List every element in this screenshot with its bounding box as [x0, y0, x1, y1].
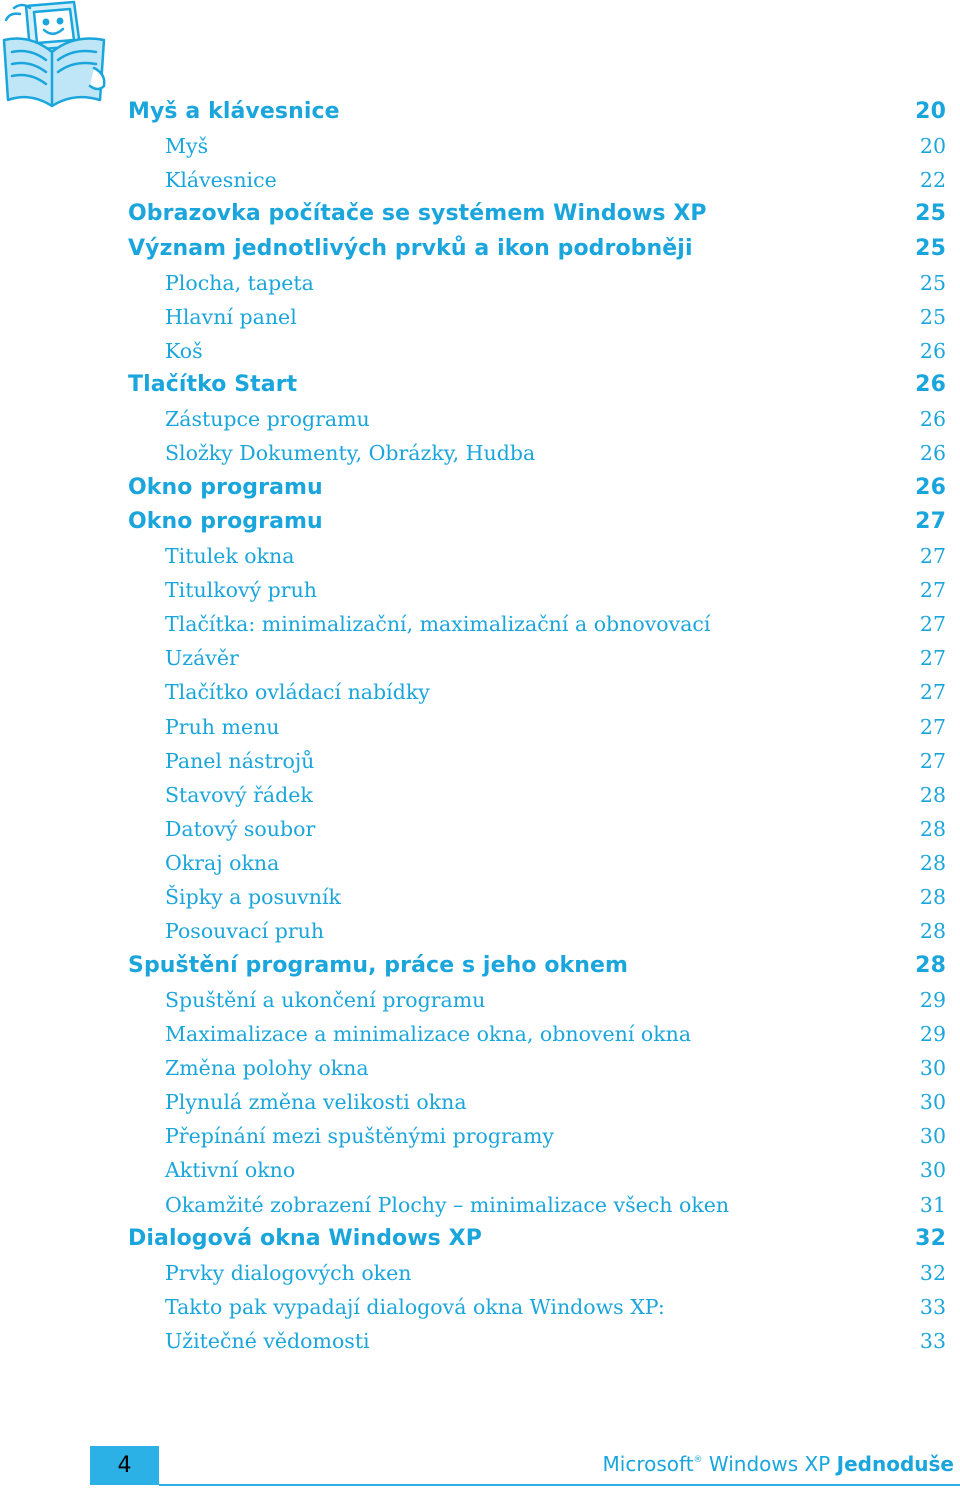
toc-entry-page: 27 — [919, 680, 946, 705]
toc-entry-title: Prvky dialogových oken — [165, 1260, 412, 1285]
toc-entry-page: 29 — [919, 987, 946, 1012]
toc-chapter-row — [0, 368, 960, 402]
footer-brand — [603, 1452, 954, 1476]
toc-entry-page: 27 — [915, 508, 946, 534]
toc-entry-title: Titulek okna — [165, 543, 295, 568]
brand-registered-mark: ® — [693, 1455, 703, 1465]
toc-entry-title: Hlavní panel — [165, 304, 297, 329]
toc-entry-page: 28 — [919, 816, 946, 841]
toc-entry-title: Aktivní okno — [165, 1158, 296, 1183]
toc-entry-page: 26 — [919, 407, 946, 432]
toc-section-row — [0, 641, 960, 675]
toc-entry-page: 25 — [919, 270, 946, 295]
toc-entry-title: Myš — [165, 134, 209, 159]
toc-entry-page: 27 — [919, 714, 946, 739]
toc-entry-page: 26 — [919, 441, 946, 466]
toc-entry-title: Zástupce programu — [165, 407, 370, 432]
toc-entry-page: 25 — [919, 304, 946, 329]
toc-entry-page: 33 — [919, 1329, 946, 1354]
toc-entry-title: Klávesnice — [165, 168, 277, 193]
toc-entry-title: Okno programu — [128, 508, 323, 534]
toc-entry-title: Význam jednotlivých prvků a ikon podrobněji — [128, 235, 693, 261]
toc-entry-title: Posouvací pruh — [165, 919, 325, 944]
toc-entry-title: Spuštění a ukončení programu — [165, 987, 486, 1012]
toc-section-row — [0, 1153, 960, 1187]
toc-entry-title: Maximalizace a minimalizace okna, obnovení okna — [165, 1021, 692, 1046]
toc-entry-title: Plynulá změna velikosti okna — [165, 1090, 467, 1115]
toc-entry-title: Okno programu — [128, 474, 323, 500]
toc-section-row — [0, 402, 960, 436]
toc-entry-title: Tlačítko Start — [128, 372, 298, 398]
toc-entry-page: 26 — [915, 372, 946, 398]
toc-entry-page: 31 — [919, 1192, 946, 1217]
toc-entry-page: 27 — [919, 612, 946, 637]
page-number: 4 — [117, 1453, 132, 1478]
toc-chapter-row — [0, 1222, 960, 1256]
toc-entry-title: Okraj okna — [165, 851, 280, 876]
toc-entry-title: Pruh menu — [165, 714, 280, 739]
toc-entry-page: 27 — [919, 748, 946, 773]
toc-entry-page: 26 — [915, 474, 946, 500]
toc-section-row — [0, 914, 960, 948]
toc-entry-title: Změna polohy okna — [165, 1055, 369, 1080]
toc-entry-title: Stavový řádek — [165, 782, 313, 807]
toc-entry-page: 20 — [915, 99, 946, 124]
toc-entry-title: Plocha, tapeta — [165, 270, 314, 295]
toc-entry-title: Koš — [165, 338, 203, 363]
toc-entry-page: 28 — [919, 782, 946, 807]
toc-entry-page: 32 — [919, 1260, 946, 1285]
toc-entry-page: 28 — [915, 952, 946, 978]
brand-series: Jednoduše — [836, 1452, 954, 1476]
toc-section-row — [0, 163, 960, 197]
toc-entry-title: Titulkový pruh — [165, 577, 317, 602]
brand-microsoft: Microsoft — [602, 1452, 694, 1476]
toc-entry-page: 27 — [919, 646, 946, 671]
toc-section-row — [0, 744, 960, 778]
toc-section-row — [0, 334, 960, 368]
toc-entry-page: 30 — [919, 1090, 946, 1115]
toc-section-row — [0, 573, 960, 607]
book-reader-mascot-icon — [0, 0, 112, 108]
toc-entry-title: Tlačítka: minimalizační, maximalizační a obnovovací — [165, 612, 711, 637]
table-of-contents — [0, 95, 960, 1358]
toc-entry-page: 27 — [919, 577, 946, 602]
toc-entry-title: Šipky a posuvník — [165, 885, 341, 910]
toc-entry-page: 20 — [919, 134, 946, 159]
toc-entry-title: Spuštění programu, práce s jeho oknem — [128, 952, 629, 978]
toc-section-row — [0, 436, 960, 470]
toc-entry-title: Dialogová okna Windows XP — [128, 1225, 482, 1251]
toc-entry-page: 27 — [919, 543, 946, 568]
toc-entry-page: 30 — [919, 1055, 946, 1080]
toc-section-row — [0, 1290, 960, 1324]
toc-entry-title: Myš a klávesnice — [128, 99, 340, 124]
toc-entry-page: 28 — [919, 919, 946, 944]
toc-section-row — [0, 846, 960, 880]
toc-entry-page: 29 — [919, 1021, 946, 1046]
toc-chapter-row — [0, 505, 960, 539]
toc-section-row — [0, 675, 960, 709]
toc-entry-title: Tlačítko ovládací nabídky — [165, 680, 430, 705]
toc-entry-title: Užitečné vědomosti — [165, 1329, 370, 1354]
toc-section-row — [0, 266, 960, 300]
toc-entry-title: Takto pak vypadají dialogová okna Windows XP: — [165, 1294, 665, 1319]
toc-section-row — [0, 1188, 960, 1222]
toc-chapter-row — [0, 95, 960, 129]
toc-entry-title: Panel nástrojů — [165, 748, 315, 773]
toc-section-row — [0, 1324, 960, 1358]
brand-windows: Windows XP — [702, 1452, 837, 1476]
toc-chapter-row — [0, 471, 960, 505]
toc-section-row — [0, 1017, 960, 1051]
toc-entry-title: Přepínání mezi spuštěnými programy — [165, 1124, 555, 1149]
toc-entry-page: 33 — [919, 1294, 946, 1319]
toc-entry-page: 30 — [919, 1124, 946, 1149]
toc-entry-title: Obrazovka počítače se systémem Windows XP — [128, 201, 707, 227]
toc-section-row — [0, 300, 960, 334]
toc-entry-page: 32 — [915, 1225, 946, 1251]
toc-entry-title: Datový soubor — [165, 816, 316, 841]
toc-section-row — [0, 129, 960, 163]
footer-rule — [159, 1484, 960, 1486]
toc-entry-title: Uzávěr — [165, 646, 239, 671]
toc-entry-title: Okamžité zobrazení Plochy – minimalizace všech oken — [165, 1192, 730, 1217]
toc-section-row — [0, 1256, 960, 1290]
toc-entry-page: 28 — [919, 851, 946, 876]
toc-section-row — [0, 880, 960, 914]
toc-chapter-row — [0, 197, 960, 231]
toc-section-row — [0, 539, 960, 573]
toc-entry-page: 28 — [919, 885, 946, 910]
toc-section-row — [0, 710, 960, 744]
toc-section-row — [0, 983, 960, 1017]
toc-section-row — [0, 1119, 960, 1153]
toc-section-row — [0, 812, 960, 846]
toc-entry-page: 26 — [919, 338, 946, 363]
toc-entry-page: 25 — [915, 201, 946, 227]
toc-chapter-row — [0, 949, 960, 983]
toc-entry-title: Složky Dokumenty, Obrázky, Hudba — [165, 441, 536, 466]
toc-section-row — [0, 1085, 960, 1119]
toc-chapter-row — [0, 232, 960, 266]
toc-section-row — [0, 1051, 960, 1085]
toc-section-row — [0, 778, 960, 812]
toc-entry-page: 30 — [919, 1158, 946, 1183]
toc-entry-page: 25 — [915, 235, 946, 261]
page-number-box — [90, 1446, 159, 1485]
toc-section-row — [0, 607, 960, 641]
toc-entry-page: 22 — [919, 168, 946, 193]
